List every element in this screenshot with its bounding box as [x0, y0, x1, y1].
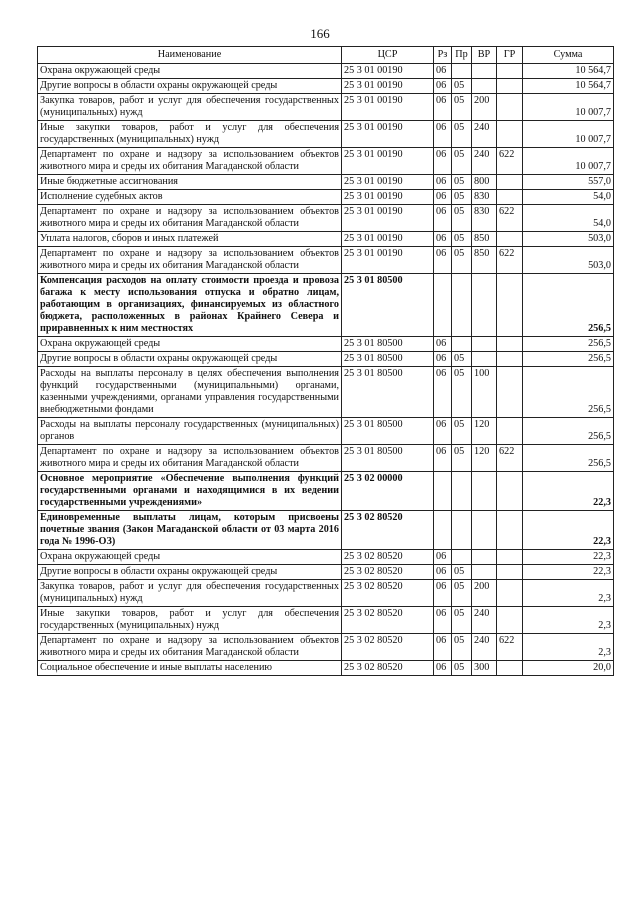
- row-csr-cell: 25 3 01 00190: [342, 94, 434, 121]
- table-row: [38, 94, 614, 121]
- row-pr-cell: 05: [452, 661, 472, 676]
- row-vr-cell: [472, 352, 497, 367]
- row-csr-cell: 25 3 01 00190: [342, 64, 434, 79]
- row-vr-cell: 100: [472, 367, 497, 418]
- row-sum-cell: 256,5: [523, 352, 614, 367]
- column-header-vr: ВР: [472, 47, 497, 64]
- row-name-cell: Иные закупки товаров, работ и услуг для обеспечения государственных (муниципальных) нужд: [38, 607, 342, 634]
- page-number: 166: [310, 26, 330, 41]
- row-rz-cell: 06: [434, 367, 452, 418]
- table-row: [38, 190, 614, 205]
- row-gr-cell: [497, 565, 523, 580]
- row-gr-cell: [497, 232, 523, 247]
- row-csr-cell: 25 3 01 00190: [342, 121, 434, 148]
- row-csr-cell: 25 3 01 00190: [342, 148, 434, 175]
- row-csr-cell: 25 3 02 80520: [342, 565, 434, 580]
- table-row: [38, 175, 614, 190]
- row-gr-cell: 622: [497, 148, 523, 175]
- row-gr-cell: [497, 418, 523, 445]
- row-gr-cell: [497, 472, 523, 511]
- table-row: [38, 445, 614, 472]
- row-csr-cell: 25 3 01 80500: [342, 445, 434, 472]
- row-vr-cell: 850: [472, 247, 497, 274]
- row-csr-cell: 25 3 02 80520: [342, 634, 434, 661]
- table-row: [38, 634, 614, 661]
- row-vr-cell: 850: [472, 232, 497, 247]
- row-vr-cell: [472, 79, 497, 94]
- row-rz-cell: 06: [434, 232, 452, 247]
- row-csr-cell: 25 3 01 80500: [342, 418, 434, 445]
- budget-table: [37, 46, 614, 676]
- row-vr-cell: 120: [472, 418, 497, 445]
- row-pr-cell: 05: [452, 190, 472, 205]
- table-row: [38, 232, 614, 247]
- row-gr-cell: [497, 661, 523, 676]
- table-row: [38, 607, 614, 634]
- row-csr-cell: 25 3 01 00190: [342, 205, 434, 232]
- row-gr-cell: 622: [497, 247, 523, 274]
- row-pr-cell: 05: [452, 175, 472, 190]
- table-row: [38, 418, 614, 445]
- row-name-cell: Единовременные выплаты лицам, которым присвоены почетные звания (Закон Магаданской области от 03 марта 2016 года № 1996-ОЗ): [38, 511, 342, 550]
- row-name-cell: Расходы на выплаты персоналу в целях обеспечения выполнения функций государственными (муниципальными) органами, казенными учреждениями, органами управления государственными внебюджетными фондами: [38, 367, 342, 418]
- row-gr-cell: [497, 337, 523, 352]
- row-csr-cell: 25 3 02 00000: [342, 472, 434, 511]
- row-pr-cell: 05: [452, 445, 472, 472]
- column-header-rz: Рз: [434, 47, 452, 64]
- row-vr-cell: 830: [472, 205, 497, 232]
- row-pr-cell: 05: [452, 148, 472, 175]
- row-csr-cell: 25 3 02 80520: [342, 607, 434, 634]
- column-header-pr: Пр: [452, 47, 472, 64]
- row-sum-cell: 256,5: [523, 367, 614, 418]
- row-name-cell: Охрана окружающей среды: [38, 337, 342, 352]
- row-sum-cell: 10 007,7: [523, 121, 614, 148]
- table-row: [38, 367, 614, 418]
- row-vr-cell: 240: [472, 607, 497, 634]
- table-row: [38, 661, 614, 676]
- row-gr-cell: [497, 175, 523, 190]
- row-vr-cell: [472, 274, 497, 337]
- row-gr-cell: [497, 79, 523, 94]
- row-rz-cell: 06: [434, 580, 452, 607]
- table-row: [38, 64, 614, 79]
- row-name-cell: Иные бюджетные ассигнования: [38, 175, 342, 190]
- row-pr-cell: [452, 274, 472, 337]
- row-gr-cell: [497, 352, 523, 367]
- table-row: [38, 580, 614, 607]
- row-vr-cell: 120: [472, 445, 497, 472]
- row-sum-cell: 557,0: [523, 175, 614, 190]
- table-row: [38, 565, 614, 580]
- row-csr-cell: 25 3 01 00190: [342, 232, 434, 247]
- row-sum-cell: 10 007,7: [523, 94, 614, 121]
- row-name-cell: Закупка товаров, работ и услуг для обеспечения государственных (муниципальных) нужд: [38, 94, 342, 121]
- row-name-cell: Компенсация расходов на оплату стоимости проезда и провоза багажа к месту использования отпуска и обратно лицам, работающим в организациях, финансируемых из областного бюджета, расположенных в районах Крайнего Севера и приравненных к ним местностях: [38, 274, 342, 337]
- row-csr-cell: 25 3 01 00190: [342, 247, 434, 274]
- row-csr-cell: 25 3 02 80520: [342, 661, 434, 676]
- row-sum-cell: 22,3: [523, 511, 614, 550]
- row-gr-cell: 622: [497, 445, 523, 472]
- column-header-sum: Сумма: [523, 47, 614, 64]
- row-sum-cell: 503,0: [523, 247, 614, 274]
- row-gr-cell: 622: [497, 205, 523, 232]
- row-name-cell: Расходы на выплаты персоналу государственных (муниципальных) органов: [38, 418, 342, 445]
- row-gr-cell: [497, 607, 523, 634]
- row-rz-cell: [434, 511, 452, 550]
- row-rz-cell: 06: [434, 175, 452, 190]
- row-rz-cell: 06: [434, 121, 452, 148]
- row-vr-cell: [472, 511, 497, 550]
- row-csr-cell: 25 3 01 80500: [342, 337, 434, 352]
- row-csr-cell: 25 3 02 80520: [342, 550, 434, 565]
- table-row: [38, 274, 614, 337]
- row-name-cell: Охрана окружающей среды: [38, 64, 342, 79]
- row-sum-cell: 256,5: [523, 445, 614, 472]
- row-rz-cell: 06: [434, 205, 452, 232]
- row-vr-cell: 300: [472, 661, 497, 676]
- row-rz-cell: 06: [434, 550, 452, 565]
- row-vr-cell: [472, 550, 497, 565]
- row-rz-cell: 06: [434, 607, 452, 634]
- row-vr-cell: 200: [472, 94, 497, 121]
- table-row: [38, 472, 614, 511]
- row-name-cell: Другие вопросы в области охраны окружающей среды: [38, 565, 342, 580]
- table-row: [38, 205, 614, 232]
- row-name-cell: Закупка товаров, работ и услуг для обеспечения государственных (муниципальных) нужд: [38, 580, 342, 607]
- row-rz-cell: 06: [434, 634, 452, 661]
- table-row: [38, 121, 614, 148]
- table-row: [38, 79, 614, 94]
- row-pr-cell: 05: [452, 634, 472, 661]
- table-row: [38, 148, 614, 175]
- row-sum-cell: 256,5: [523, 418, 614, 445]
- row-sum-cell: 54,0: [523, 205, 614, 232]
- row-csr-cell: 25 3 01 00190: [342, 79, 434, 94]
- row-rz-cell: [434, 472, 452, 511]
- row-name-cell: Охрана окружающей среды: [38, 550, 342, 565]
- row-sum-cell: 10 564,7: [523, 64, 614, 79]
- row-name-cell: Департамент по охране и надзору за использованием объектов животного мира и среды их обитания Магаданской области: [38, 205, 342, 232]
- table-row: [38, 352, 614, 367]
- row-gr-cell: [497, 121, 523, 148]
- row-sum-cell: 256,5: [523, 274, 614, 337]
- row-sum-cell: 2,3: [523, 580, 614, 607]
- row-sum-cell: 2,3: [523, 607, 614, 634]
- row-gr-cell: [497, 367, 523, 418]
- row-sum-cell: 20,0: [523, 661, 614, 676]
- table-row: [38, 511, 614, 550]
- row-rz-cell: 06: [434, 661, 452, 676]
- row-sum-cell: 256,5: [523, 337, 614, 352]
- row-pr-cell: 05: [452, 367, 472, 418]
- row-rz-cell: 06: [434, 247, 452, 274]
- row-name-cell: Основное мероприятие «Обеспечение выполнения функций государственными органами и находящимися в их ведении государственными учреждениями»: [38, 472, 342, 511]
- table-row: [38, 247, 614, 274]
- row-pr-cell: 05: [452, 418, 472, 445]
- row-csr-cell: 25 3 01 00190: [342, 175, 434, 190]
- row-rz-cell: 06: [434, 418, 452, 445]
- row-vr-cell: [472, 337, 497, 352]
- row-rz-cell: [434, 274, 452, 337]
- row-pr-cell: 05: [452, 247, 472, 274]
- row-csr-cell: 25 3 01 80500: [342, 274, 434, 337]
- row-sum-cell: 22,3: [523, 565, 614, 580]
- row-pr-cell: [452, 472, 472, 511]
- row-pr-cell: [452, 511, 472, 550]
- row-rz-cell: 06: [434, 337, 452, 352]
- table-body: [38, 64, 614, 676]
- row-rz-cell: 06: [434, 94, 452, 121]
- row-csr-cell: 25 3 01 00190: [342, 190, 434, 205]
- row-gr-cell: [497, 190, 523, 205]
- row-vr-cell: [472, 472, 497, 511]
- row-pr-cell: [452, 550, 472, 565]
- row-rz-cell: 06: [434, 190, 452, 205]
- row-name-cell: Исполнение судебных актов: [38, 190, 342, 205]
- row-vr-cell: [472, 64, 497, 79]
- row-pr-cell: [452, 64, 472, 79]
- row-vr-cell: 800: [472, 175, 497, 190]
- row-sum-cell: 10 564,7: [523, 79, 614, 94]
- row-sum-cell: 22,3: [523, 550, 614, 565]
- row-name-cell: Иные закупки товаров, работ и услуг для обеспечения государственных (муниципальных) нужд: [38, 121, 342, 148]
- row-csr-cell: 25 3 02 80520: [342, 511, 434, 550]
- row-rz-cell: 06: [434, 565, 452, 580]
- row-pr-cell: 05: [452, 607, 472, 634]
- row-rz-cell: 06: [434, 148, 452, 175]
- row-pr-cell: 05: [452, 565, 472, 580]
- row-gr-cell: [497, 64, 523, 79]
- row-gr-cell: [497, 580, 523, 607]
- row-pr-cell: 05: [452, 79, 472, 94]
- row-vr-cell: 830: [472, 190, 497, 205]
- column-header-gr: ГР: [497, 47, 523, 64]
- row-gr-cell: [497, 94, 523, 121]
- row-name-cell: Другие вопросы в области охраны окружающей среды: [38, 352, 342, 367]
- row-name-cell: Департамент по охране и надзору за использованием объектов животного мира и среды их обитания Магаданской области: [38, 634, 342, 661]
- row-name-cell: Уплата налогов, сборов и иных платежей: [38, 232, 342, 247]
- row-rz-cell: 06: [434, 64, 452, 79]
- row-rz-cell: 06: [434, 352, 452, 367]
- table-row: [38, 550, 614, 565]
- row-name-cell: Социальное обеспечение и иные выплаты населению: [38, 661, 342, 676]
- row-pr-cell: [452, 337, 472, 352]
- row-sum-cell: 10 007,7: [523, 148, 614, 175]
- column-header-name: Наименование: [38, 47, 342, 64]
- row-sum-cell: 503,0: [523, 232, 614, 247]
- row-name-cell: Департамент по охране и надзору за использованием объектов животного мира и среды их обитания Магаданской области: [38, 148, 342, 175]
- table-row: [38, 337, 614, 352]
- row-vr-cell: 240: [472, 121, 497, 148]
- row-pr-cell: 05: [452, 580, 472, 607]
- row-pr-cell: 05: [452, 94, 472, 121]
- row-csr-cell: 25 3 01 80500: [342, 367, 434, 418]
- row-gr-cell: 622: [497, 634, 523, 661]
- row-gr-cell: [497, 274, 523, 337]
- row-gr-cell: [497, 511, 523, 550]
- table-header-row: [38, 47, 614, 64]
- row-sum-cell: 22,3: [523, 472, 614, 511]
- row-rz-cell: 06: [434, 445, 452, 472]
- row-rz-cell: 06: [434, 79, 452, 94]
- row-sum-cell: 2,3: [523, 634, 614, 661]
- row-name-cell: Другие вопросы в области охраны окружающей среды: [38, 79, 342, 94]
- row-vr-cell: 240: [472, 148, 497, 175]
- row-pr-cell: 05: [452, 205, 472, 232]
- row-pr-cell: 05: [452, 232, 472, 247]
- row-vr-cell: 240: [472, 634, 497, 661]
- row-name-cell: Департамент по охране и надзору за использованием объектов животного мира и среды их обитания Магаданской области: [38, 445, 342, 472]
- row-pr-cell: 05: [452, 121, 472, 148]
- row-sum-cell: 54,0: [523, 190, 614, 205]
- row-csr-cell: 25 3 02 80520: [342, 580, 434, 607]
- row-vr-cell: [472, 565, 497, 580]
- row-csr-cell: 25 3 01 80500: [342, 352, 434, 367]
- row-pr-cell: 05: [452, 352, 472, 367]
- column-header-csr: ЦСР: [342, 47, 434, 64]
- row-vr-cell: 200: [472, 580, 497, 607]
- row-name-cell: Департамент по охране и надзору за использованием объектов животного мира и среды их обитания Магаданской области: [38, 247, 342, 274]
- row-gr-cell: [497, 550, 523, 565]
